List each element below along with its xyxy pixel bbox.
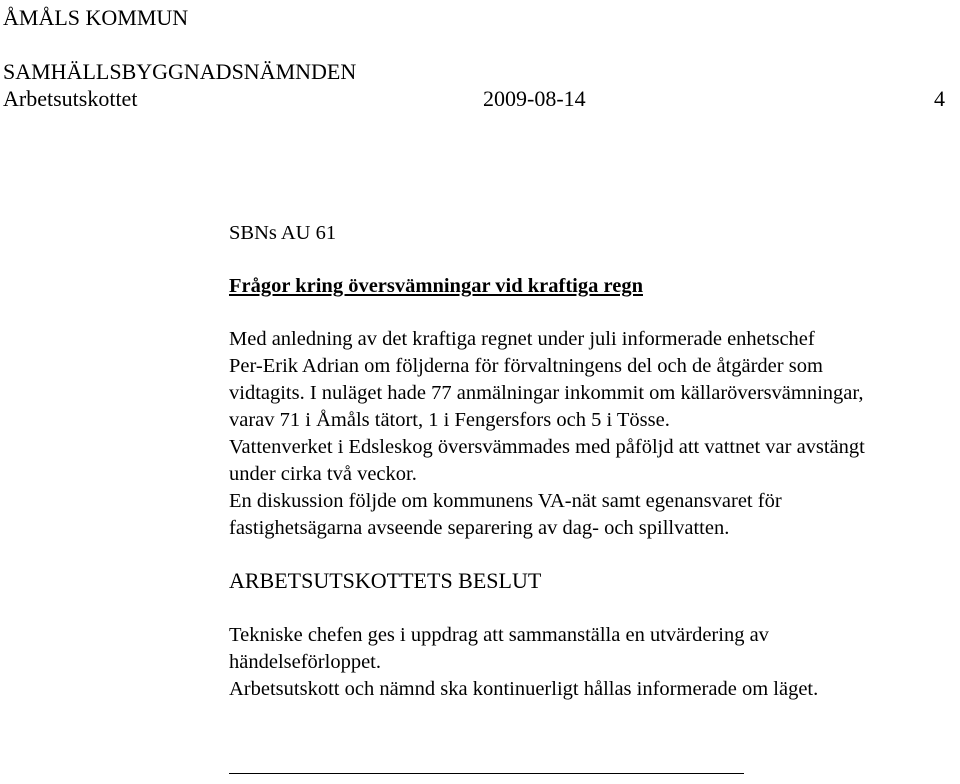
body-line: Vattenverket i Edsleskog översvämmades med påföljd att vattnet var avstängt [229, 436, 865, 458]
decision-line: händelseförloppet. [229, 651, 381, 673]
page-number: 4 [934, 86, 945, 111]
body-line: under cirka två veckor. [229, 463, 417, 485]
decision-heading: ARBETSUTSKOTTETS BESLUT [229, 568, 542, 593]
committee-name: Arbetsutskottet [3, 86, 138, 111]
board-name: SAMHÄLLSBYGGNADSNÄMNDEN [3, 59, 357, 84]
section-title: Frågor kring översvämningar vid kraftiga regn [229, 275, 643, 297]
meeting-date: 2009-08-14 [483, 86, 586, 111]
section-reference: SBNs AU 61 [229, 222, 337, 244]
section-body [229, 326, 865, 542]
organization-name: ÅMÅLS KOMMUN [3, 5, 189, 30]
decision-body [229, 622, 818, 703]
body-line: fastighetsägarna avseende separering av dag- och spillvatten. [229, 517, 730, 539]
signature-line [229, 773, 744, 774]
body-line: Med anledning av det kraftiga regnet under juli informerade enhetschef [229, 328, 815, 350]
body-line: vidtagits. I nuläget hade 77 anmälningar inkommit om källaröversvämningar, [229, 382, 864, 404]
body-line: varav 71 i Åmåls tätort, 1 i Fengersfors och 5 i Tösse. [229, 409, 670, 431]
body-line: Per-Erik Adrian om följderna för förvaltningens del och de åtgärder som [229, 355, 823, 377]
decision-line: Tekniske chefen ges i uppdrag att sammanställa en utvärdering av [229, 624, 769, 646]
body-line: En diskussion följde om kommunens VA-nät samt egenansvaret för [229, 490, 782, 512]
decision-line: Arbetsutskott och nämnd ska kontinuerligt hållas informerade om läget. [229, 678, 819, 700]
